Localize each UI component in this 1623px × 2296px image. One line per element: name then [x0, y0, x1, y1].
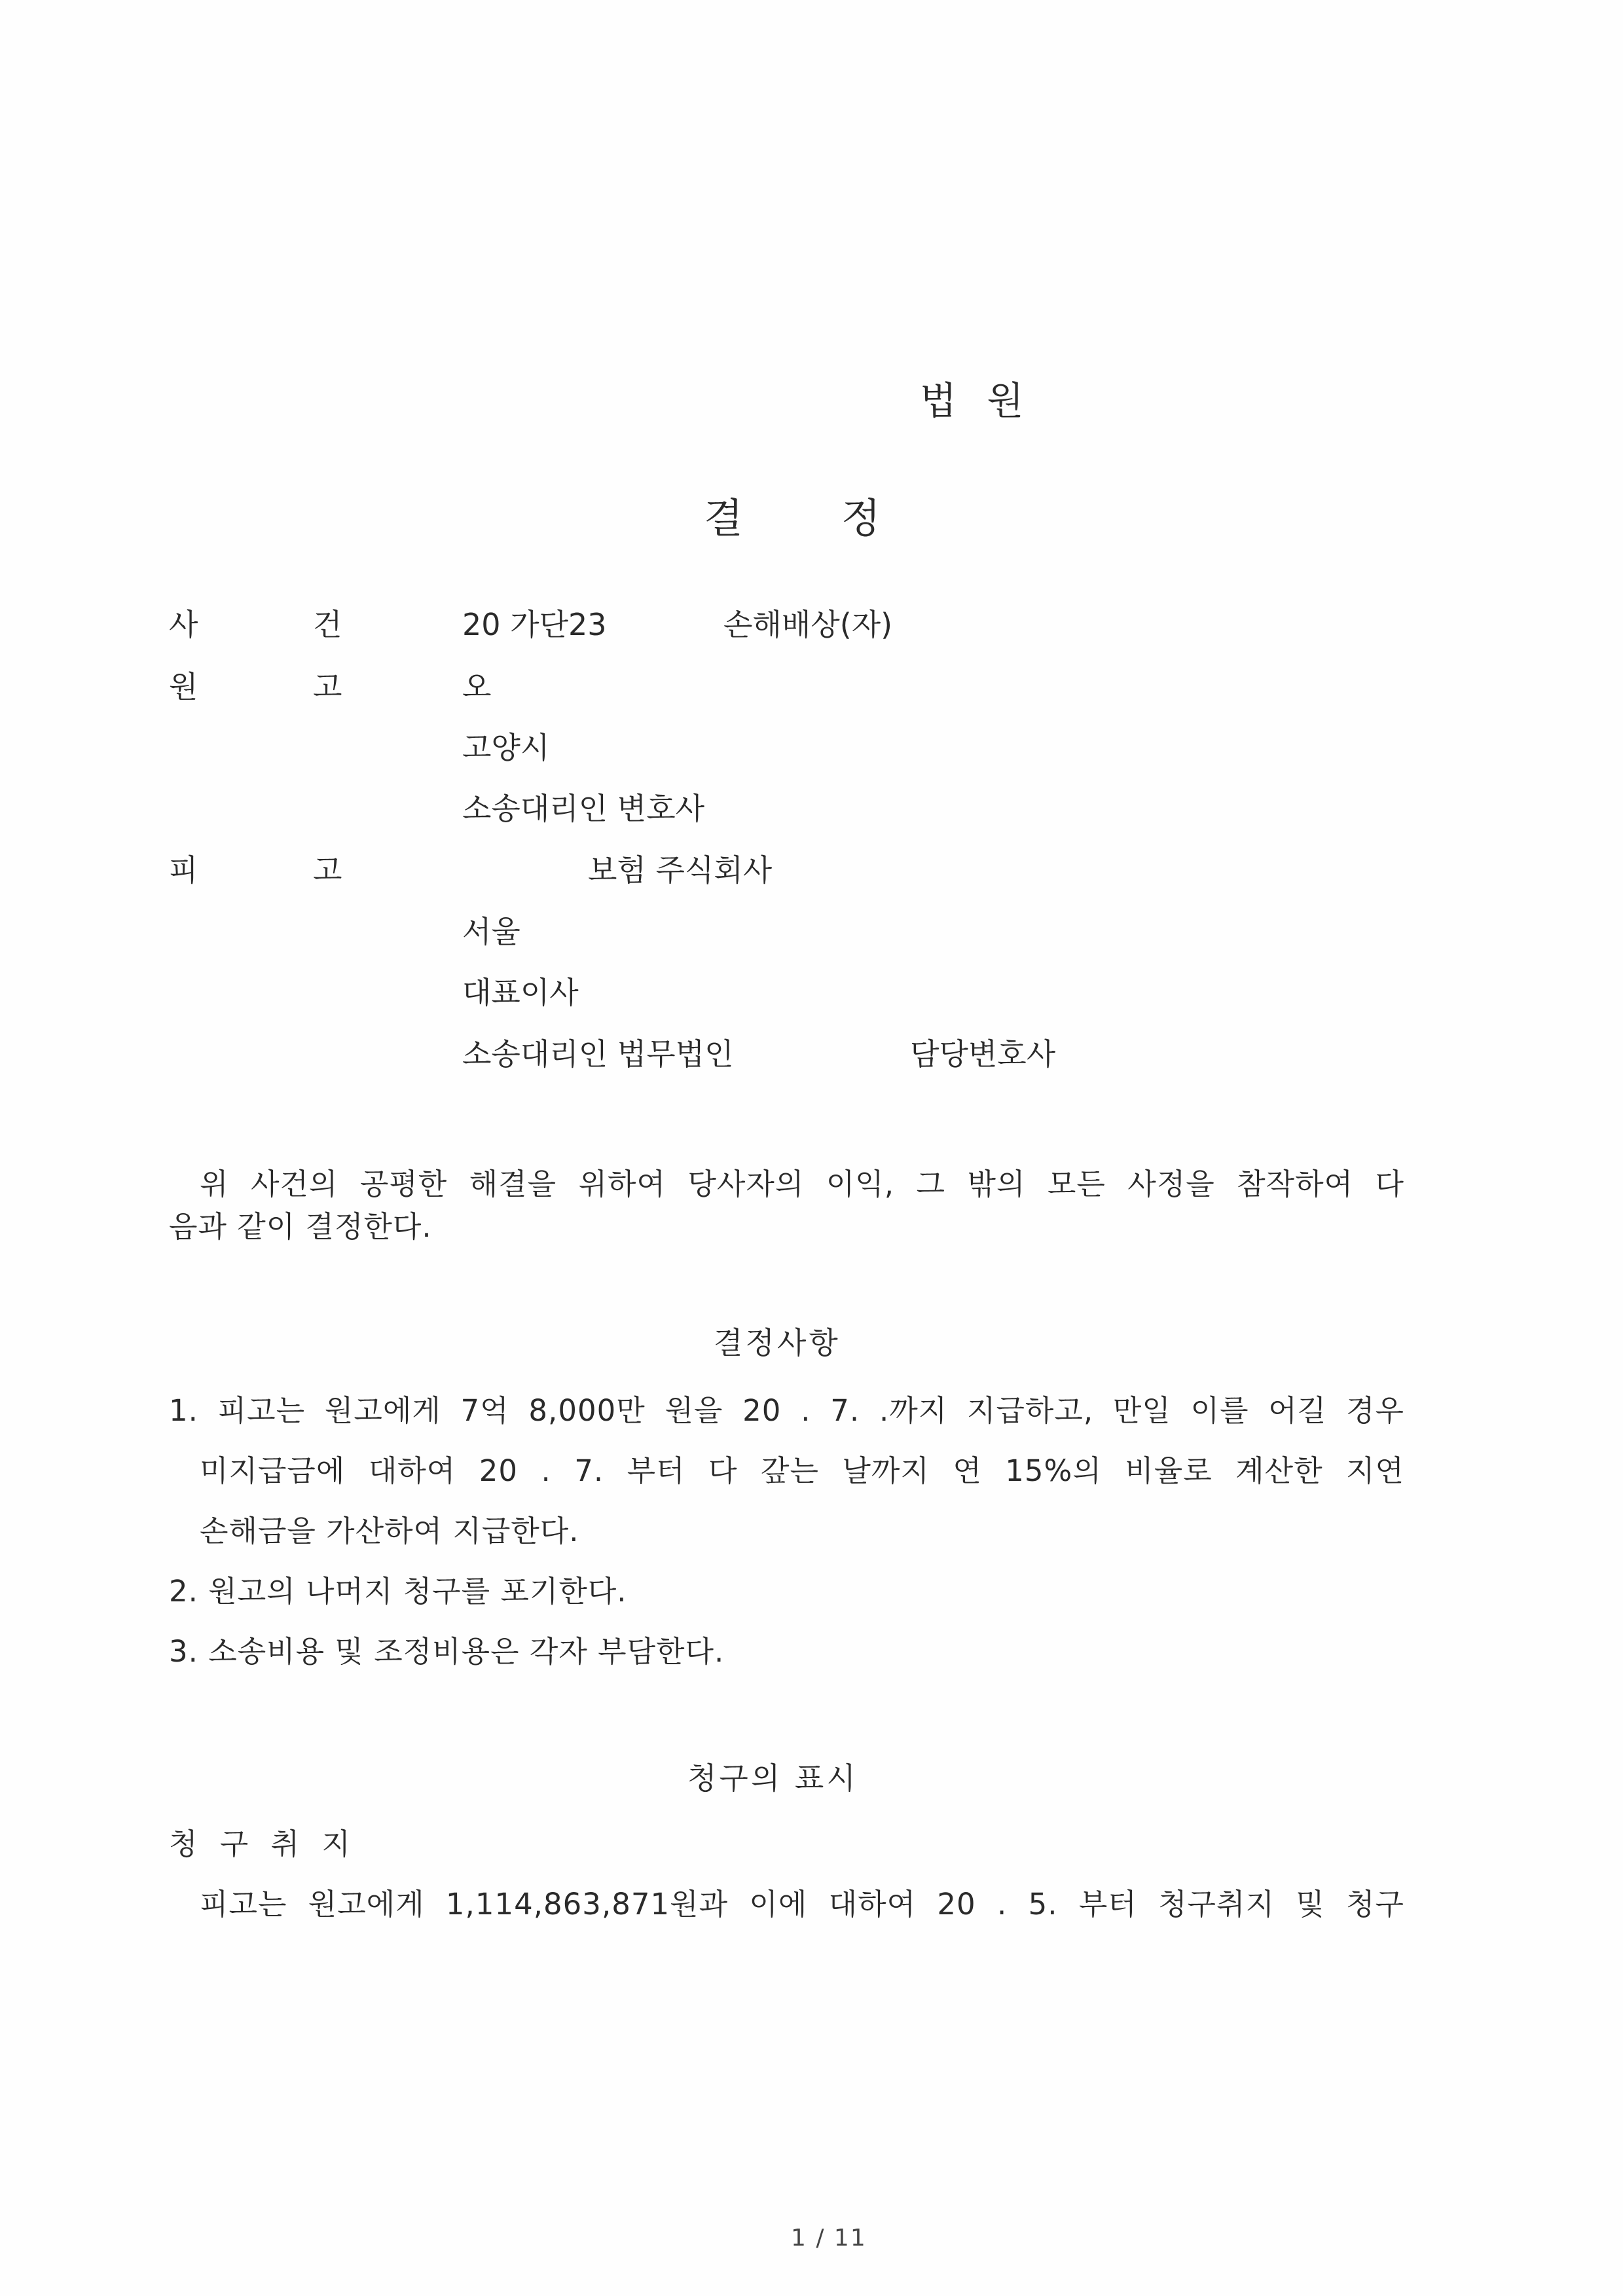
defendant-counsel-in-charge: 담당변호사 [910, 1036, 1056, 1072]
court-name: 법 원 [920, 378, 1033, 423]
case-name: 손해배상(자) [723, 607, 893, 642]
decision-item-3: 3. 소송비용 및 조정비용은 각자 부담한다. [169, 1634, 725, 1669]
defendant-address: 서울 [462, 914, 520, 949]
decision-item-1-line-1: 1. 피고는 원고에게 7억 8,000만 원을 20 . 7. .까지 지급하고, 만일 이를 어길 경우 [169, 1393, 1404, 1428]
defendant-counsel: 소송대리인 법무법인 [462, 1036, 734, 1072]
plaintiff-name: 오 [462, 669, 492, 704]
defendant-name: 보험 주식회사 [588, 852, 773, 888]
plaintiff-label-2: 고 [313, 669, 342, 704]
claim-heading: 청구의 표시 [687, 1760, 858, 1796]
plaintiff-address: 고양시 [462, 730, 550, 765]
plaintiff-label-1: 원 [169, 669, 198, 704]
plaintiff-counsel: 소송대리인 변호사 [462, 791, 705, 826]
document-title-2 [841, 486, 881, 544]
case-label-2: 건 [313, 607, 342, 642]
title-char-2: 정 [841, 494, 881, 542]
decision-item-1-line-2: 미지급금에 대하여 20 . 7. 부터 다 갚는 날까지 연 15%의 비율로 계산한 지연 [200, 1453, 1404, 1488]
intro-line-1: 위 사건의 공평한 해결을 위하여 당사자의 이익, 그 밖의 모든 사정을 참작하여 다 [200, 1167, 1404, 1201]
defendant-label-2: 고 [313, 852, 342, 888]
intro-line-2: 음과 같이 결정한다. [169, 1209, 432, 1244]
title-char-1: 결 [704, 494, 743, 542]
claim-subheading: 청 구 취 지 [169, 1827, 357, 1861]
case-label-1: 사 [169, 607, 198, 642]
claim-line-1: 피고는 원고에게 1,114,863,871원과 이에 대하여 20 . 5. 부터 청구취지 및 청구 [200, 1887, 1404, 1922]
defendant-representative: 대표이사 [462, 975, 579, 1010]
document-title [704, 486, 743, 544]
decision-item-1-line-3: 손해금을 가산하여 지급한다. [200, 1514, 579, 1548]
page-number: 1 / 11 [791, 2225, 867, 2251]
case-number: 20 가단23 [462, 607, 607, 642]
defendant-label-1: 피 [169, 852, 198, 888]
decision-item-2: 2. 원고의 나머지 청구를 포기한다. [169, 1574, 627, 1609]
decision-heading: 결정사항 [714, 1325, 841, 1360]
